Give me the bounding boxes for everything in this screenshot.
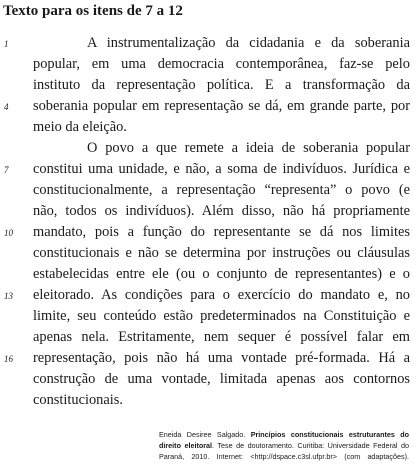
line-text: constitucionais e não se determina por instruções ou cláusulas	[33, 245, 410, 261]
citation-details: . Tese de doutoramento. Curitiba: Universidade Federal do	[212, 441, 409, 450]
line-text: soberania popular em representação se dá, em grande parte, por	[33, 98, 410, 114]
line-number: 1	[4, 39, 9, 49]
line-text: não, todos os indivíduos). Além disso, não há propriamente	[33, 203, 410, 219]
passage-line	[0, 159, 419, 180]
passage-line	[0, 348, 419, 369]
line-text: constitucionais.	[33, 392, 123, 408]
passage-line	[0, 96, 419, 117]
line-text: construção de uma vontade, limitada apenas aos contornos	[33, 371, 410, 387]
passage-line	[0, 306, 419, 327]
citation-line	[159, 440, 409, 451]
line-text: A instrumentalização da cidadania e da soberania	[87, 35, 410, 51]
citation-title-cont: direito eleitoral	[159, 441, 213, 450]
line-text: apenas nela. Estritamente, nem sequer é possível falar em	[33, 329, 410, 345]
passage-line	[0, 390, 419, 411]
citation-line: Paraná, 2010. Internet: <http://dspace.c3sl.ufpr.br> (com adaptações).	[159, 452, 409, 461]
passage-line	[0, 54, 419, 75]
passage-line	[0, 285, 419, 306]
line-text: mandato, pois a função do representante se dá nos limites	[33, 224, 410, 240]
passage-line	[0, 138, 419, 159]
line-text: instituto da representação política. E a transformação da	[33, 77, 410, 93]
citation-line	[159, 429, 409, 440]
passage-text	[0, 33, 419, 411]
line-number: 16	[4, 354, 13, 364]
passage-line	[0, 180, 419, 201]
line-number: 4	[4, 102, 9, 112]
passage-line	[0, 369, 419, 390]
citation-author: Eneida Desiree Salgado.	[159, 430, 246, 439]
passage-line	[0, 117, 419, 138]
passage-line	[0, 33, 419, 54]
line-text: estabelecidas entre ele (ou o conjunto de representantes) e o	[33, 266, 410, 282]
line-text: meio da eleição.	[33, 119, 127, 135]
passage-line	[0, 327, 419, 348]
line-text: constitucionalmente, a representação “representa” o povo (e	[33, 182, 410, 198]
line-number: 7	[4, 165, 9, 175]
source-citation	[159, 429, 409, 462]
passage-line	[0, 243, 419, 264]
passage-line	[0, 222, 419, 243]
line-text: eleitorado. As condições para o exercício do mandato e, no	[33, 287, 410, 303]
line-number: 10	[4, 228, 13, 238]
line-text: constitui uma unidade, e não, a soma de indivíduos. Jurídica e	[33, 161, 410, 177]
citation-title: Princípios constitucionais estruturantes do	[250, 430, 409, 439]
passage-line	[0, 75, 419, 96]
passage-line	[0, 264, 419, 285]
line-text: O povo a que remete a ideia de soberania popular	[87, 140, 410, 156]
line-number: 13	[4, 291, 13, 301]
line-text: limite, seu conteúdo estão predeterminados na Constituição e	[33, 308, 410, 324]
section-heading: Texto para os itens de 7 a 12	[3, 3, 183, 19]
passage-line	[0, 201, 419, 222]
line-text: popular, em uma democracia contemporânea, faz-se pelo	[33, 56, 410, 72]
line-text: representação, pois não há uma vontade pré-formada. Há a	[33, 350, 410, 366]
